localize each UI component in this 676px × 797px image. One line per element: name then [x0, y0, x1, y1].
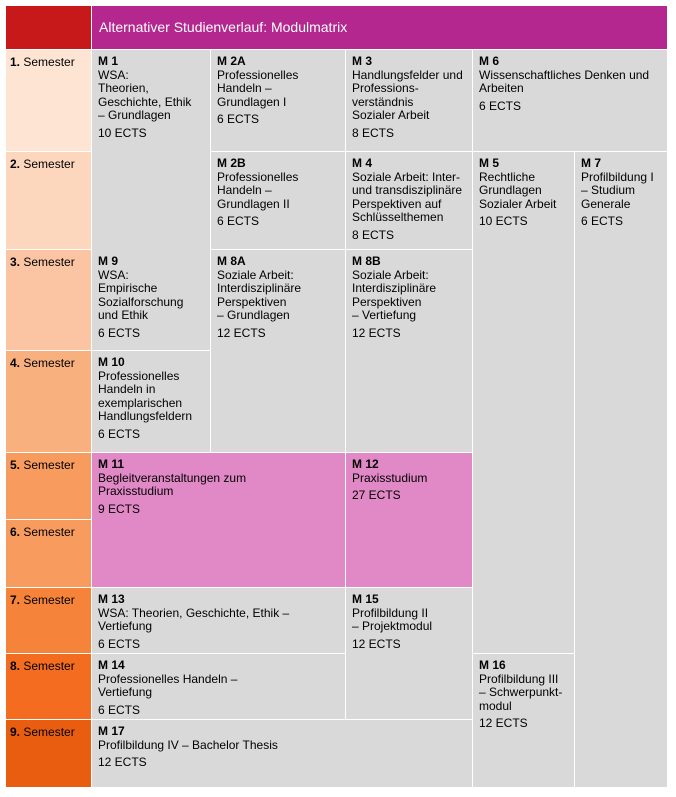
semester-4: 4. Semester: [6, 351, 91, 452]
module-m8b: M 8B Soziale Arbeit: Interdisziplinäre Perspektiven – Vertiefung 12 ECTS: [346, 250, 472, 452]
module-m11: M 11 Begleitveranstaltungen zum Praxisstudium 9 ECTS: [92, 453, 345, 587]
semester-7: 7. Semester: [6, 588, 91, 653]
module-m13: M 13 WSA: Theorien, Geschichte, Ethik – Vertiefung 6 ECTS: [92, 588, 345, 653]
module-m8a: M 8A Soziale Arbeit: Interdisziplinäre Perspektiven – Grundlagen 12 ECTS: [211, 250, 345, 452]
page-title: Alternativer Studienverlauf: Modulmatrix: [92, 6, 667, 49]
module-m2a: M 2A Professionelles Handeln – Grundlagen I 6 ECTS: [211, 50, 345, 151]
semester-8: 8. Semester: [6, 654, 91, 719]
module-m14: M 14 Professionelles Handeln – Vertiefung 6 ECTS: [92, 654, 345, 719]
module-m1: M 1 WSA: Theorien, Geschichte, Ethik – Grundlagen 10 ECTS: [92, 50, 210, 349]
module-m9: M 9 WSA: Empirische Sozialforschung und Ethik 6 ECTS: [92, 250, 210, 350]
module-m3: M 3 Handlungsfelder und Professions- verständnis Sozialer Arbeit 8 ECTS: [346, 50, 472, 151]
module-m5: M 5 Rechtliche Grundlagen Sozialer Arbeit 10 ECTS: [473, 152, 574, 653]
semester-5: 5. Semester: [6, 453, 91, 519]
module-m4: M 4 Soziale Arbeit: Inter- und transdisziplinäre Perspektiven auf Schlüsselthemen 8 ECTS: [346, 152, 472, 249]
module-m6: M 6 Wissenschaftliches Denken und Arbeiten 6 ECTS: [473, 50, 667, 151]
module-m2b: M 2B Professionelles Handeln – Grundlagen II 6 ECTS: [211, 152, 345, 249]
module-m10: M 10 Professionelles Handeln in exemplarischen Handlungsfeldern 6 ECTS: [92, 351, 210, 452]
module-m12: M 12 Praxisstudium 27 ECTS: [346, 453, 472, 587]
semester-6: 6. Semester: [6, 520, 91, 587]
header-corner: [6, 6, 91, 49]
semester-3: 3. Semester: [6, 250, 91, 350]
semester-9: 9. Semester: [6, 720, 91, 787]
module-m17: M 17 Profilbildung IV – Bachelor Thesis 12 ECTS: [92, 720, 472, 787]
module-m16: M 16 Profilbildung III – Schwerpunkt- modul 12 ECTS: [473, 654, 574, 787]
semester-1: 1. Semester: [6, 50, 91, 151]
module-m15: M 15 Profilbildung II – Projektmodul 12 ECTS: [346, 588, 472, 719]
module-m7: M 7 Profilbildung I – Studium Generale 6 ECTS: [575, 152, 667, 787]
semester-2: 2. Semester: [6, 152, 91, 249]
